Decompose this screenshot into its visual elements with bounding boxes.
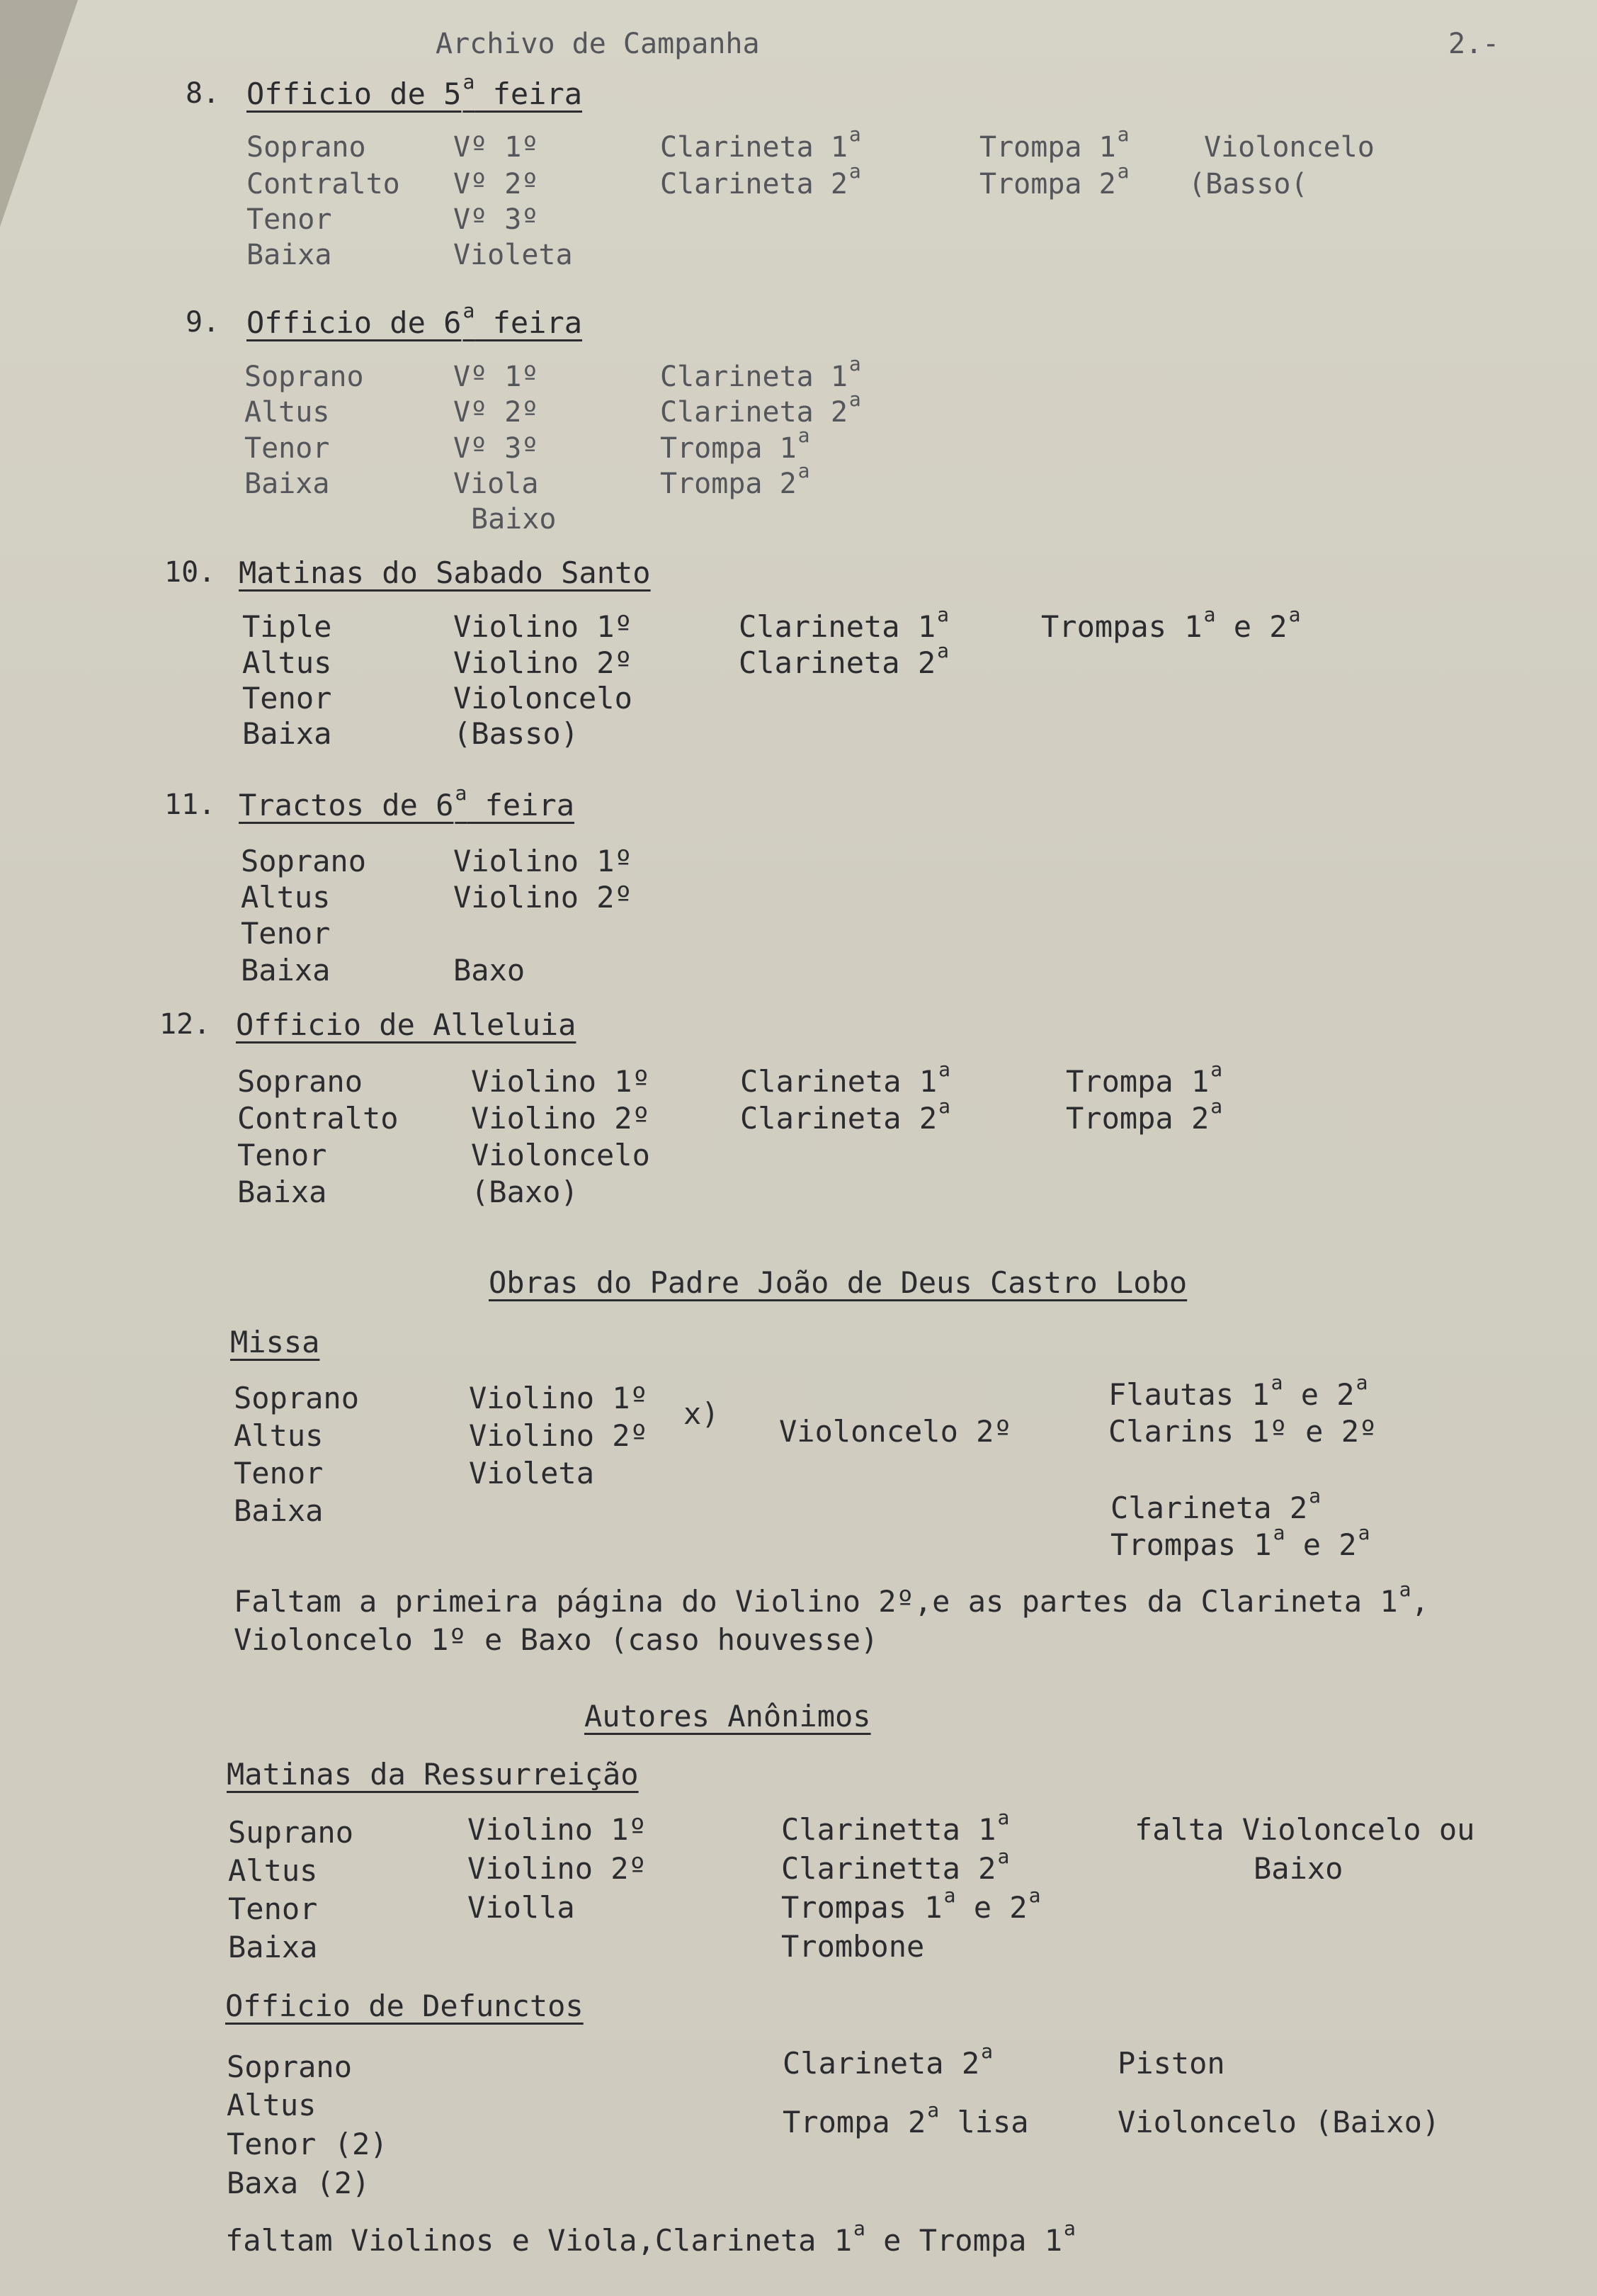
voice-part: Altus: [227, 2088, 317, 2122]
instrument-part: Trompa 2$^a$: [1066, 1095, 1223, 1136]
voice-part: Soprano: [244, 361, 364, 393]
voice-part: Baixa: [234, 1493, 324, 1528]
instrument-part: (Basso(: [1188, 168, 1308, 200]
matinas-title: Matinas da Ressurreição: [227, 1757, 639, 1792]
instrument-part: (Basso): [453, 716, 579, 751]
instrument-part: Violino 2º: [467, 1851, 647, 1886]
instrument-part: Violino 1º: [453, 609, 632, 644]
instrument-part: Violino 1º: [469, 1381, 648, 1415]
voice-part: Soprano: [237, 1064, 363, 1099]
voice-part: Baixa: [241, 953, 331, 988]
section-11-number: 11.: [164, 788, 216, 821]
voice-part: Altus: [242, 645, 332, 680]
voice-part: Baixa: [242, 716, 332, 751]
instrument-part: Vº 2º: [453, 168, 539, 200]
instrument-part: Trompa 2$^a$: [660, 459, 810, 500]
voice-part: Baixa: [228, 1930, 318, 1964]
instrument-part: Vº 1º: [453, 361, 539, 393]
missing-parts-note: Violoncelo 1º e Baxo (caso houvesse): [234, 1622, 879, 1657]
voice-part: Tenor: [237, 1138, 327, 1172]
instrument-part: Vº 2º: [453, 396, 539, 429]
instrument-part: Trompa 2$^a$ lisa: [783, 2098, 1029, 2139]
instrument-part: Violoncelo: [453, 681, 632, 716]
instrument-part: Violino 1º: [467, 1812, 647, 1847]
instrument-part: Baixo: [471, 503, 557, 536]
instrument-part: Violino 2º: [453, 645, 632, 680]
section-8-number: 8.: [186, 77, 220, 110]
instrument-part: Clarineta 1$^a$: [660, 352, 861, 393]
voice-part: Soprano: [234, 1381, 360, 1415]
voice-part: Soprano: [227, 2049, 353, 2084]
instrument-part: Violino 1º: [471, 1064, 650, 1099]
voice-part: Tenor: [241, 916, 331, 951]
missa-title: Missa: [230, 1325, 320, 1359]
section-8-title: Officio de 5$^a$ feira: [246, 70, 583, 111]
section-10-title: Matinas do Sabado Santo: [239, 555, 651, 590]
instrument-part: Violino 1º: [453, 844, 632, 878]
instrument-part: Trombone: [781, 1929, 925, 1964]
instrument-part: Violoncelo: [471, 1138, 650, 1172]
instrument-part: Violeta: [453, 239, 573, 271]
missing-parts-note: Faltam a primeira página do Violino 2º,e as partes da Clarineta 1$^a$,: [234, 1578, 1429, 1619]
instrument-part: Violino 2º: [453, 880, 632, 915]
voice-part: Tenor: [246, 203, 332, 236]
instrument-part: Vº 1º: [453, 131, 539, 164]
instrument-part: Piston: [1118, 2046, 1225, 2081]
instrument-part: Violino 2º: [469, 1418, 648, 1453]
voice-part: Contralto: [237, 1101, 399, 1136]
instrument-part: Trompa 1$^a$: [660, 424, 810, 465]
section-9-number: 9.: [186, 306, 220, 339]
instrument-part: Clarineta 1$^a$: [660, 123, 861, 164]
voice-part: Altus: [244, 396, 330, 429]
missing-parts-note: faltam Violinos e Viola,Clarineta 1$^a$ e Trompa 1$^a$: [225, 2217, 1076, 2258]
instrument-part: Clarineta 2$^a$: [660, 388, 861, 429]
instrument-part: Clarineta 1$^a$: [740, 1058, 951, 1099]
anon-heading: Autores Anônimos: [584, 1699, 871, 1734]
voice-part: Tenor: [242, 681, 332, 716]
missing-parts-note: falta Violoncelo ou: [1135, 1812, 1475, 1847]
instrument-part: Trompa 2$^a$: [979, 159, 1130, 200]
voice-part: Tenor: [228, 1891, 318, 1926]
section-12-number: 12.: [159, 1008, 211, 1041]
instrument-part: Flautas 1$^a$ e 2$^a$: [1108, 1371, 1368, 1412]
instrument-part: Violoncelo: [1204, 131, 1375, 164]
instrument-part: Trompa 1$^a$: [979, 123, 1130, 164]
voice-part: Baixa: [244, 468, 330, 500]
archive-title: Archivo de Campanha: [436, 28, 760, 60]
voice-part: Suprano: [228, 1815, 354, 1850]
instrument-part: Trompas 1$^a$ e 2$^a$: [1041, 603, 1301, 644]
voice-part: Tiple: [242, 609, 332, 644]
instrument-part: Clarineta 2$^a$: [739, 639, 950, 680]
instrument-part: Viola: [453, 468, 539, 500]
voice-part: Contralto: [246, 168, 400, 200]
voice-part: Tenor: [234, 1456, 324, 1491]
instrument-part: Vº 3º: [453, 203, 539, 236]
voice-part: Baixa: [246, 239, 332, 271]
page-number: 2.-: [1448, 28, 1500, 60]
missing-parts-note: Baixo: [1254, 1851, 1343, 1886]
voice-part: Tenor (2): [227, 2127, 388, 2161]
instrument-part: Clarinetta 2$^a$: [781, 1845, 1010, 1886]
section-9-title: Officio de 6$^a$ feira: [246, 299, 583, 340]
voice-part: Baixa: [237, 1175, 327, 1209]
voice-part: Baxa (2): [227, 2166, 370, 2200]
voice-part: Tenor: [244, 432, 330, 465]
instrument-part: Clarins 1º e 2º: [1108, 1414, 1377, 1449]
page-curl: [0, 0, 78, 227]
instrument-part: Clarineta 2$^a$: [1110, 1484, 1322, 1525]
instrument-part: Violoncelo 2º: [779, 1414, 1012, 1449]
officio-defunctos-title: Officio de Defunctos: [225, 1989, 584, 2023]
instrument-part: Clarinetta 1$^a$: [781, 1806, 1010, 1847]
instrument-part: Baxo: [453, 953, 525, 988]
instrument-part: Violla: [467, 1890, 575, 1925]
instrument-part: Violoncelo (Baixo): [1118, 2105, 1440, 2139]
voice-part: Altus: [241, 880, 331, 915]
voice-part: Soprano: [246, 131, 366, 164]
instrument-part: Violino 2º: [471, 1101, 650, 1136]
voice-part: Altus: [228, 1853, 318, 1888]
voice-part: Altus: [234, 1418, 324, 1453]
instrument-part: Vº 3º: [453, 432, 539, 465]
section-10-number: 10.: [164, 556, 216, 589]
instrument-part: Clarineta 2$^a$: [783, 2040, 994, 2081]
instrument-part: Clarineta 1$^a$: [739, 603, 950, 644]
section-12-title: Officio de Alleluia: [236, 1007, 576, 1042]
instrument-part: Violeta: [469, 1456, 595, 1491]
obras-heading: Obras do Padre João de Deus Castro Lobo: [489, 1265, 1188, 1300]
instrument-part: Clarineta 2$^a$: [660, 159, 861, 200]
instrument-part: Trompas 1$^a$ e 2$^a$: [1110, 1521, 1370, 1562]
footnote-mark: x): [683, 1396, 720, 1431]
instrument-part: Trompas 1$^a$ e 2$^a$: [781, 1884, 1041, 1925]
instrument-part: Clarineta 2$^a$: [740, 1095, 951, 1136]
instrument-part: Trompa 1$^a$: [1066, 1058, 1223, 1099]
instrument-part: (Baxo): [471, 1175, 579, 1209]
voice-part: Soprano: [241, 844, 367, 878]
section-11-title: Tractos de 6$^a$ feira: [239, 781, 575, 822]
